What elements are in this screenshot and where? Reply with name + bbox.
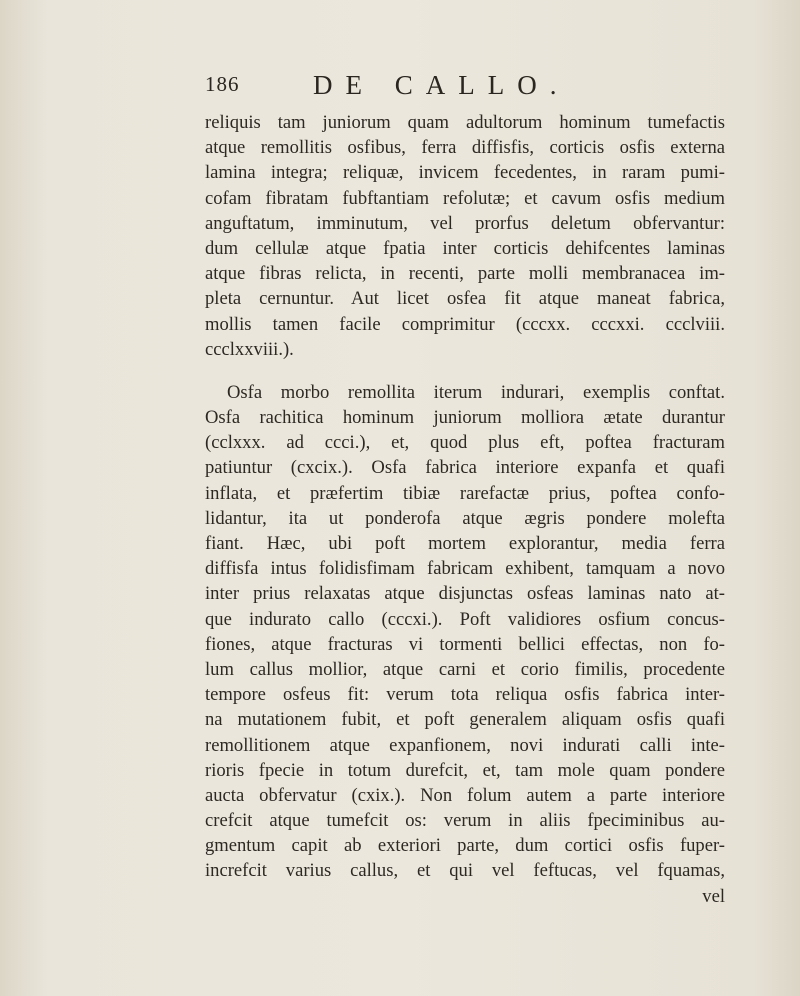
page-number: 186 xyxy=(205,72,240,96)
text-line: lamina integra; reliquæ, invicem fecedentes, in raram pumi- xyxy=(205,162,725,184)
text-line: patiuntur (cxcix.). Osfa fabrica interiore expanfa et quafi xyxy=(205,457,725,479)
paragraph xyxy=(205,380,725,884)
paragraphs xyxy=(205,110,725,884)
text-line: atque remollitis osfibus, ferra diffisfis, corticis osfis externa xyxy=(205,137,725,159)
text-line: remollitionem atque expanfionem, novi indurati calli inte- xyxy=(205,734,725,756)
text-line: (cclxxx. ad ccci.), et, quod plus eft, poftea fracturam xyxy=(205,432,725,454)
text-line: gmentum capit ab exteriori parte, dum cortici osfis fuper- xyxy=(205,835,725,857)
text-line: diffisfa intus folidisfimam fabricam exhibent, tamquam a novo xyxy=(205,558,725,580)
text-line: fiones, atque fracturas vi tormenti bellici effectas, non fo- xyxy=(205,633,725,655)
text-line: crefcit atque tumefcit os: verum in aliis fpeciminibus au- xyxy=(205,810,725,832)
text-line: pleta cernuntur. Aut licet osfea fit atque maneat fabrica, xyxy=(205,288,725,310)
text-line: aucta obfervatur (cxix.). Non folum autem a parte interiore xyxy=(205,784,725,806)
text-line: lum callus mollior, atque carni et corio fimilis, procedente xyxy=(205,658,725,680)
text-line: lidantur, ita ut ponderofa atque ægris pondere molefta xyxy=(205,507,725,529)
page-header xyxy=(205,70,725,104)
paragraph xyxy=(205,110,725,362)
text-line: dum cellulæ atque fpatia inter corticis dehifcentes laminas xyxy=(205,237,725,259)
text-line: mollis tamen facile comprimitur (cccxx. cccxxi. ccclviii. xyxy=(205,313,725,335)
text-line: Osfa morbo remollita iterum indurari, exemplis conftat. xyxy=(227,381,725,403)
text-line: que indurato callo (cccxi.). Poft validiores osfium concus- xyxy=(205,608,725,630)
text-line: cofam fibratam fubftantiam refolutæ; et cavum osfis medium xyxy=(205,187,725,209)
text-line: Osfa rachitica hominum juniorum molliora ætate durantur xyxy=(205,407,725,429)
text-line: fiant. Hæc, ubi poft mortem explorantur, media ferra xyxy=(205,533,725,554)
text-line: na mutationem fubit, et poft generalem aliquam osfis quafi xyxy=(205,709,725,731)
text-line: reliquis tam juniorum quam adultorum hominum tumefactis xyxy=(205,112,725,133)
text-line: anguftatum, imminutum, vel prorfus deletum obfervantur: xyxy=(205,212,725,234)
text-line: inter prius relaxatas atque disjunctas osfeas laminas nato at- xyxy=(205,583,725,605)
text-line: tempore osfeus fit: verum tota reliqua osfis fabrica inter- xyxy=(205,684,725,706)
text-line: inflata, et præfertim tibiæ rarefactæ prius, poftea confo- xyxy=(205,482,725,504)
text-line: increfcit varius callus, et qui vel feftucas, vel fquamas, xyxy=(205,860,725,882)
catchword: vel xyxy=(702,885,725,907)
text-line: atque fibras relicta, in recenti, parte molli membranacea im- xyxy=(205,263,725,285)
running-head-title: DE CALLO. xyxy=(313,70,570,100)
body-text xyxy=(205,110,725,909)
text-line: ccclxxviii.). xyxy=(205,338,294,360)
text-line: rioris fpecie in totum durefcit, et, tam mole quam pondere xyxy=(205,759,725,781)
